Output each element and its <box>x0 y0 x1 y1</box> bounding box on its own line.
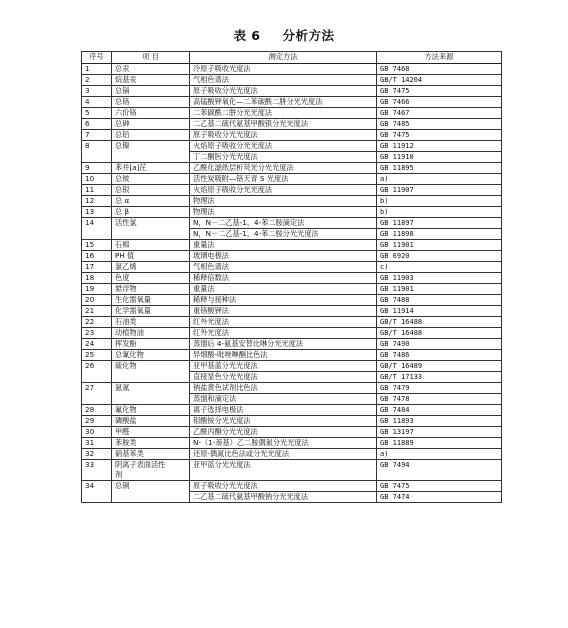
header-source: 方法来源 <box>377 52 502 64</box>
row-number: 4 <box>82 97 112 108</box>
row-number: 20 <box>82 295 112 306</box>
row-source: GB 7478 <box>377 394 502 405</box>
table-row <box>82 218 502 229</box>
row-method: 活性炭吸附—铬天青 S 光度法 <box>190 174 377 185</box>
table-row <box>82 174 502 185</box>
row-method: N，N－二乙基-1，4-苯二胺滴定法 <box>190 218 377 229</box>
row-method: 原子吸收分光光度法 <box>190 481 377 492</box>
table-row <box>82 97 502 108</box>
row-item <box>112 460 190 481</box>
row-source: GB 7494 <box>377 460 502 481</box>
row-method: 二乙基二硫代氨基甲酸银分光光度法 <box>190 119 377 130</box>
row-source: GB 11914 <box>377 306 502 317</box>
row-number: 17 <box>82 262 112 273</box>
row-method: 重量法 <box>190 240 377 251</box>
row-number: 27 <box>82 383 112 405</box>
row-number: 12 <box>82 196 112 207</box>
row-method: 乙酰化滤纸层析荧光分光光度法 <box>190 163 377 174</box>
row-number: 15 <box>82 240 112 251</box>
row-item: 总铍 <box>112 174 190 185</box>
row-method: 重铬酸钾法 <box>190 306 377 317</box>
row-method: N-（1-萘基）乙二胺偶氮分光光度法 <box>190 438 377 449</box>
header-item: 项 目 <box>112 52 190 64</box>
table-row <box>82 262 502 273</box>
table-row <box>82 130 502 141</box>
row-item: 石棉 <box>112 240 190 251</box>
row-number: 33 <box>82 460 112 481</box>
row-source: GB 11889 <box>377 438 502 449</box>
row-number: 31 <box>82 438 112 449</box>
table-row <box>82 361 502 372</box>
table-row <box>82 119 502 130</box>
row-item: 苯胺类 <box>112 438 190 449</box>
row-method: 火焰原子吸收分光光度法 <box>190 141 377 152</box>
row-item: 硝基苯类 <box>112 449 190 460</box>
row-item: 氟化物 <box>112 405 190 416</box>
row-number: 18 <box>82 273 112 284</box>
row-item: 硫化物 <box>112 361 190 383</box>
row-method: 红外光度法 <box>190 328 377 339</box>
row-item: 烷基汞 <box>112 75 190 86</box>
row-source: GB 11898 <box>377 229 502 240</box>
table-row <box>82 438 502 449</box>
row-item: 总铅 <box>112 130 190 141</box>
row-source: GB 7479 <box>377 383 502 394</box>
table-row <box>82 273 502 284</box>
table-row <box>82 108 502 119</box>
row-number: 6 <box>82 119 112 130</box>
row-source: GB 7475 <box>377 86 502 97</box>
table-row <box>82 481 502 492</box>
row-item: 总汞 <box>112 64 190 75</box>
row-method: 红外光度法 <box>190 317 377 328</box>
row-number: 3 <box>82 86 112 97</box>
row-source: GB 11897 <box>377 218 502 229</box>
row-number: 14 <box>82 218 112 240</box>
row-source: GB 11910 <box>377 152 502 163</box>
table-row <box>82 405 502 416</box>
row-method: 二乙基二硫代氨基甲酸钠分光光度法 <box>190 492 377 503</box>
row-source: b) <box>377 196 502 207</box>
row-item: 六价铬 <box>112 108 190 119</box>
row-method: 蒸馏后 4-氨基安替比啉分光光度法 <box>190 339 377 350</box>
table-row <box>82 339 502 350</box>
row-item: 苯并[a]芘 <box>112 163 190 174</box>
table-row <box>82 350 502 361</box>
row-item: 总 α <box>112 196 190 207</box>
row-method: 亚甲基蓝分光光度法 <box>190 361 377 372</box>
table-row <box>82 207 502 218</box>
row-source: GB 7485 <box>377 119 502 130</box>
row-method: 丁二酮肟分光光度法 <box>190 152 377 163</box>
row-method: 气相色谱法 <box>190 262 377 273</box>
row-number: 9 <box>82 163 112 174</box>
row-number: 19 <box>82 284 112 295</box>
row-method: 直接显色分光光度法 <box>190 372 377 383</box>
row-source: GB 7475 <box>377 481 502 492</box>
row-source: GB 13197 <box>377 427 502 438</box>
table-number: 表 6 <box>233 28 261 43</box>
row-number: 1 <box>82 64 112 75</box>
row-source: GB 7467 <box>377 108 502 119</box>
row-number: 11 <box>82 185 112 196</box>
row-source: GB 11901 <box>377 284 502 295</box>
table-row <box>82 185 502 196</box>
row-item: 总镉 <box>112 86 190 97</box>
row-method: 物理法 <box>190 207 377 218</box>
row-source: GB 7468 <box>377 64 502 75</box>
table-row <box>82 295 502 306</box>
row-method: 原子吸收分光光度法 <box>190 130 377 141</box>
row-method: 气相色谱法 <box>190 75 377 86</box>
row-method: 稀释倍数法 <box>190 273 377 284</box>
row-source: c) <box>377 262 502 273</box>
row-source: GB 7475 <box>377 130 502 141</box>
table-title <box>0 26 568 44</box>
table-row <box>82 427 502 438</box>
row-source: GB 7490 <box>377 339 502 350</box>
row-method: 物理法 <box>190 196 377 207</box>
row-number: 7 <box>82 130 112 141</box>
row-source: GB 11907 <box>377 185 502 196</box>
row-method: N，N－二乙基-1，4-苯二胺分光光度法 <box>190 229 377 240</box>
row-item: 色度 <box>112 273 190 284</box>
row-number: 8 <box>82 141 112 163</box>
table-row <box>82 416 502 427</box>
row-method: 冷原子吸收光度法 <box>190 64 377 75</box>
table-caption: 分析方法 <box>282 28 335 43</box>
row-item: 甲醛 <box>112 427 190 438</box>
row-number: 30 <box>82 427 112 438</box>
row-method: 高锰酸钾氧化—二苯碳酰二肼分光光度法 <box>190 97 377 108</box>
row-item: 悬浮物 <box>112 284 190 295</box>
table-row <box>82 64 502 75</box>
row-source: GB 11912 <box>377 141 502 152</box>
table-row <box>82 449 502 460</box>
row-source: GB 11903 <box>377 273 502 284</box>
row-item: 总铬 <box>112 97 190 108</box>
row-method: 异烟酸-吡唑啉酮比色法 <box>190 350 377 361</box>
header-row <box>82 52 502 64</box>
table-row <box>82 240 502 251</box>
row-item: 磷酸盐 <box>112 416 190 427</box>
row-number: 13 <box>82 207 112 218</box>
row-source: GB/T 16489 <box>377 361 502 372</box>
row-method: 重量法 <box>190 284 377 295</box>
row-method: 离子选择电极法 <box>190 405 377 416</box>
row-source: GB/T 14204 <box>377 75 502 86</box>
table-row <box>82 284 502 295</box>
row-item: 氨氮 <box>112 383 190 405</box>
row-item: 石油类 <box>112 317 190 328</box>
table-row <box>82 306 502 317</box>
table-row <box>82 141 502 152</box>
row-number: 24 <box>82 339 112 350</box>
row-number: 10 <box>82 174 112 185</box>
row-source: GB 6920 <box>377 251 502 262</box>
row-number: 23 <box>82 328 112 339</box>
row-source: a) <box>377 174 502 185</box>
row-item: 挥发酚 <box>112 339 190 350</box>
row-number: 26 <box>82 361 112 383</box>
row-number: 22 <box>82 317 112 328</box>
row-item: PH 值 <box>112 251 190 262</box>
row-item: 总 β <box>112 207 190 218</box>
row-item: 总砷 <box>112 119 190 130</box>
row-method: 玻璃电极法 <box>190 251 377 262</box>
table-row <box>82 75 502 86</box>
row-method: 还原-偶氮比色法或分光光度法 <box>190 449 377 460</box>
row-number: 32 <box>82 449 112 460</box>
row-source: GB/T 16488 <box>377 328 502 339</box>
row-number: 25 <box>82 350 112 361</box>
row-number: 16 <box>82 251 112 262</box>
table-row <box>82 251 502 262</box>
row-number: 21 <box>82 306 112 317</box>
table-row <box>82 383 502 394</box>
row-number: 2 <box>82 75 112 86</box>
row-item-line: 剂 <box>115 470 123 479</box>
row-source: GB 7466 <box>377 97 502 108</box>
row-method: 火焰原子吸收分光光度法 <box>190 185 377 196</box>
row-number: 5 <box>82 108 112 119</box>
row-source: GB 11895 <box>377 163 502 174</box>
table-row <box>82 328 502 339</box>
row-method: 蒸馏和滴定法 <box>190 394 377 405</box>
row-method: 钠盐黄色试剂比色法 <box>190 383 377 394</box>
row-item: 动植物油 <box>112 328 190 339</box>
header-no: 序号 <box>82 52 112 64</box>
row-item: 生化需氧量 <box>112 295 190 306</box>
row-method: 原子吸收分光光度法 <box>190 86 377 97</box>
row-number: 28 <box>82 405 112 416</box>
row-method: 钼酸铵分光光度法 <box>190 416 377 427</box>
row-item: 总氰化物 <box>112 350 190 361</box>
row-source: b) <box>377 207 502 218</box>
row-source: GB 7488 <box>377 295 502 306</box>
row-source: GB 11901 <box>377 240 502 251</box>
row-source: GB 11893 <box>377 416 502 427</box>
table-row <box>82 86 502 97</box>
table-row <box>82 317 502 328</box>
row-source: GB 7486 <box>377 350 502 361</box>
row-item-line: 阴离子表面活性 <box>115 460 166 469</box>
row-item: 化学需氧量 <box>112 306 190 317</box>
row-number: 34 <box>82 481 112 503</box>
row-item: 总银 <box>112 185 190 196</box>
header-method: 测定方法 <box>190 52 377 64</box>
table-row <box>82 163 502 174</box>
table-row <box>82 196 502 207</box>
row-method: 二苯碳酰二肼分光光度法 <box>190 108 377 119</box>
row-source: GB 7474 <box>377 492 502 503</box>
row-item: 氯乙烯 <box>112 262 190 273</box>
row-source: a) <box>377 449 502 460</box>
row-item: 活性氯 <box>112 218 190 240</box>
row-method: 稀释与接种法 <box>190 295 377 306</box>
row-source: GB/T 16488 <box>377 317 502 328</box>
row-source: GB 7484 <box>377 405 502 416</box>
row-method: 亚甲蓝分光光度法 <box>190 460 377 481</box>
row-source: GB/T 17133 <box>377 372 502 383</box>
table-body <box>82 64 502 503</box>
row-item: 总铜 <box>112 481 190 503</box>
analysis-methods-table <box>81 51 502 503</box>
row-method: 乙酰丙酮分光光度法 <box>190 427 377 438</box>
row-number: 29 <box>82 416 112 427</box>
row-item: 总镍 <box>112 141 190 163</box>
